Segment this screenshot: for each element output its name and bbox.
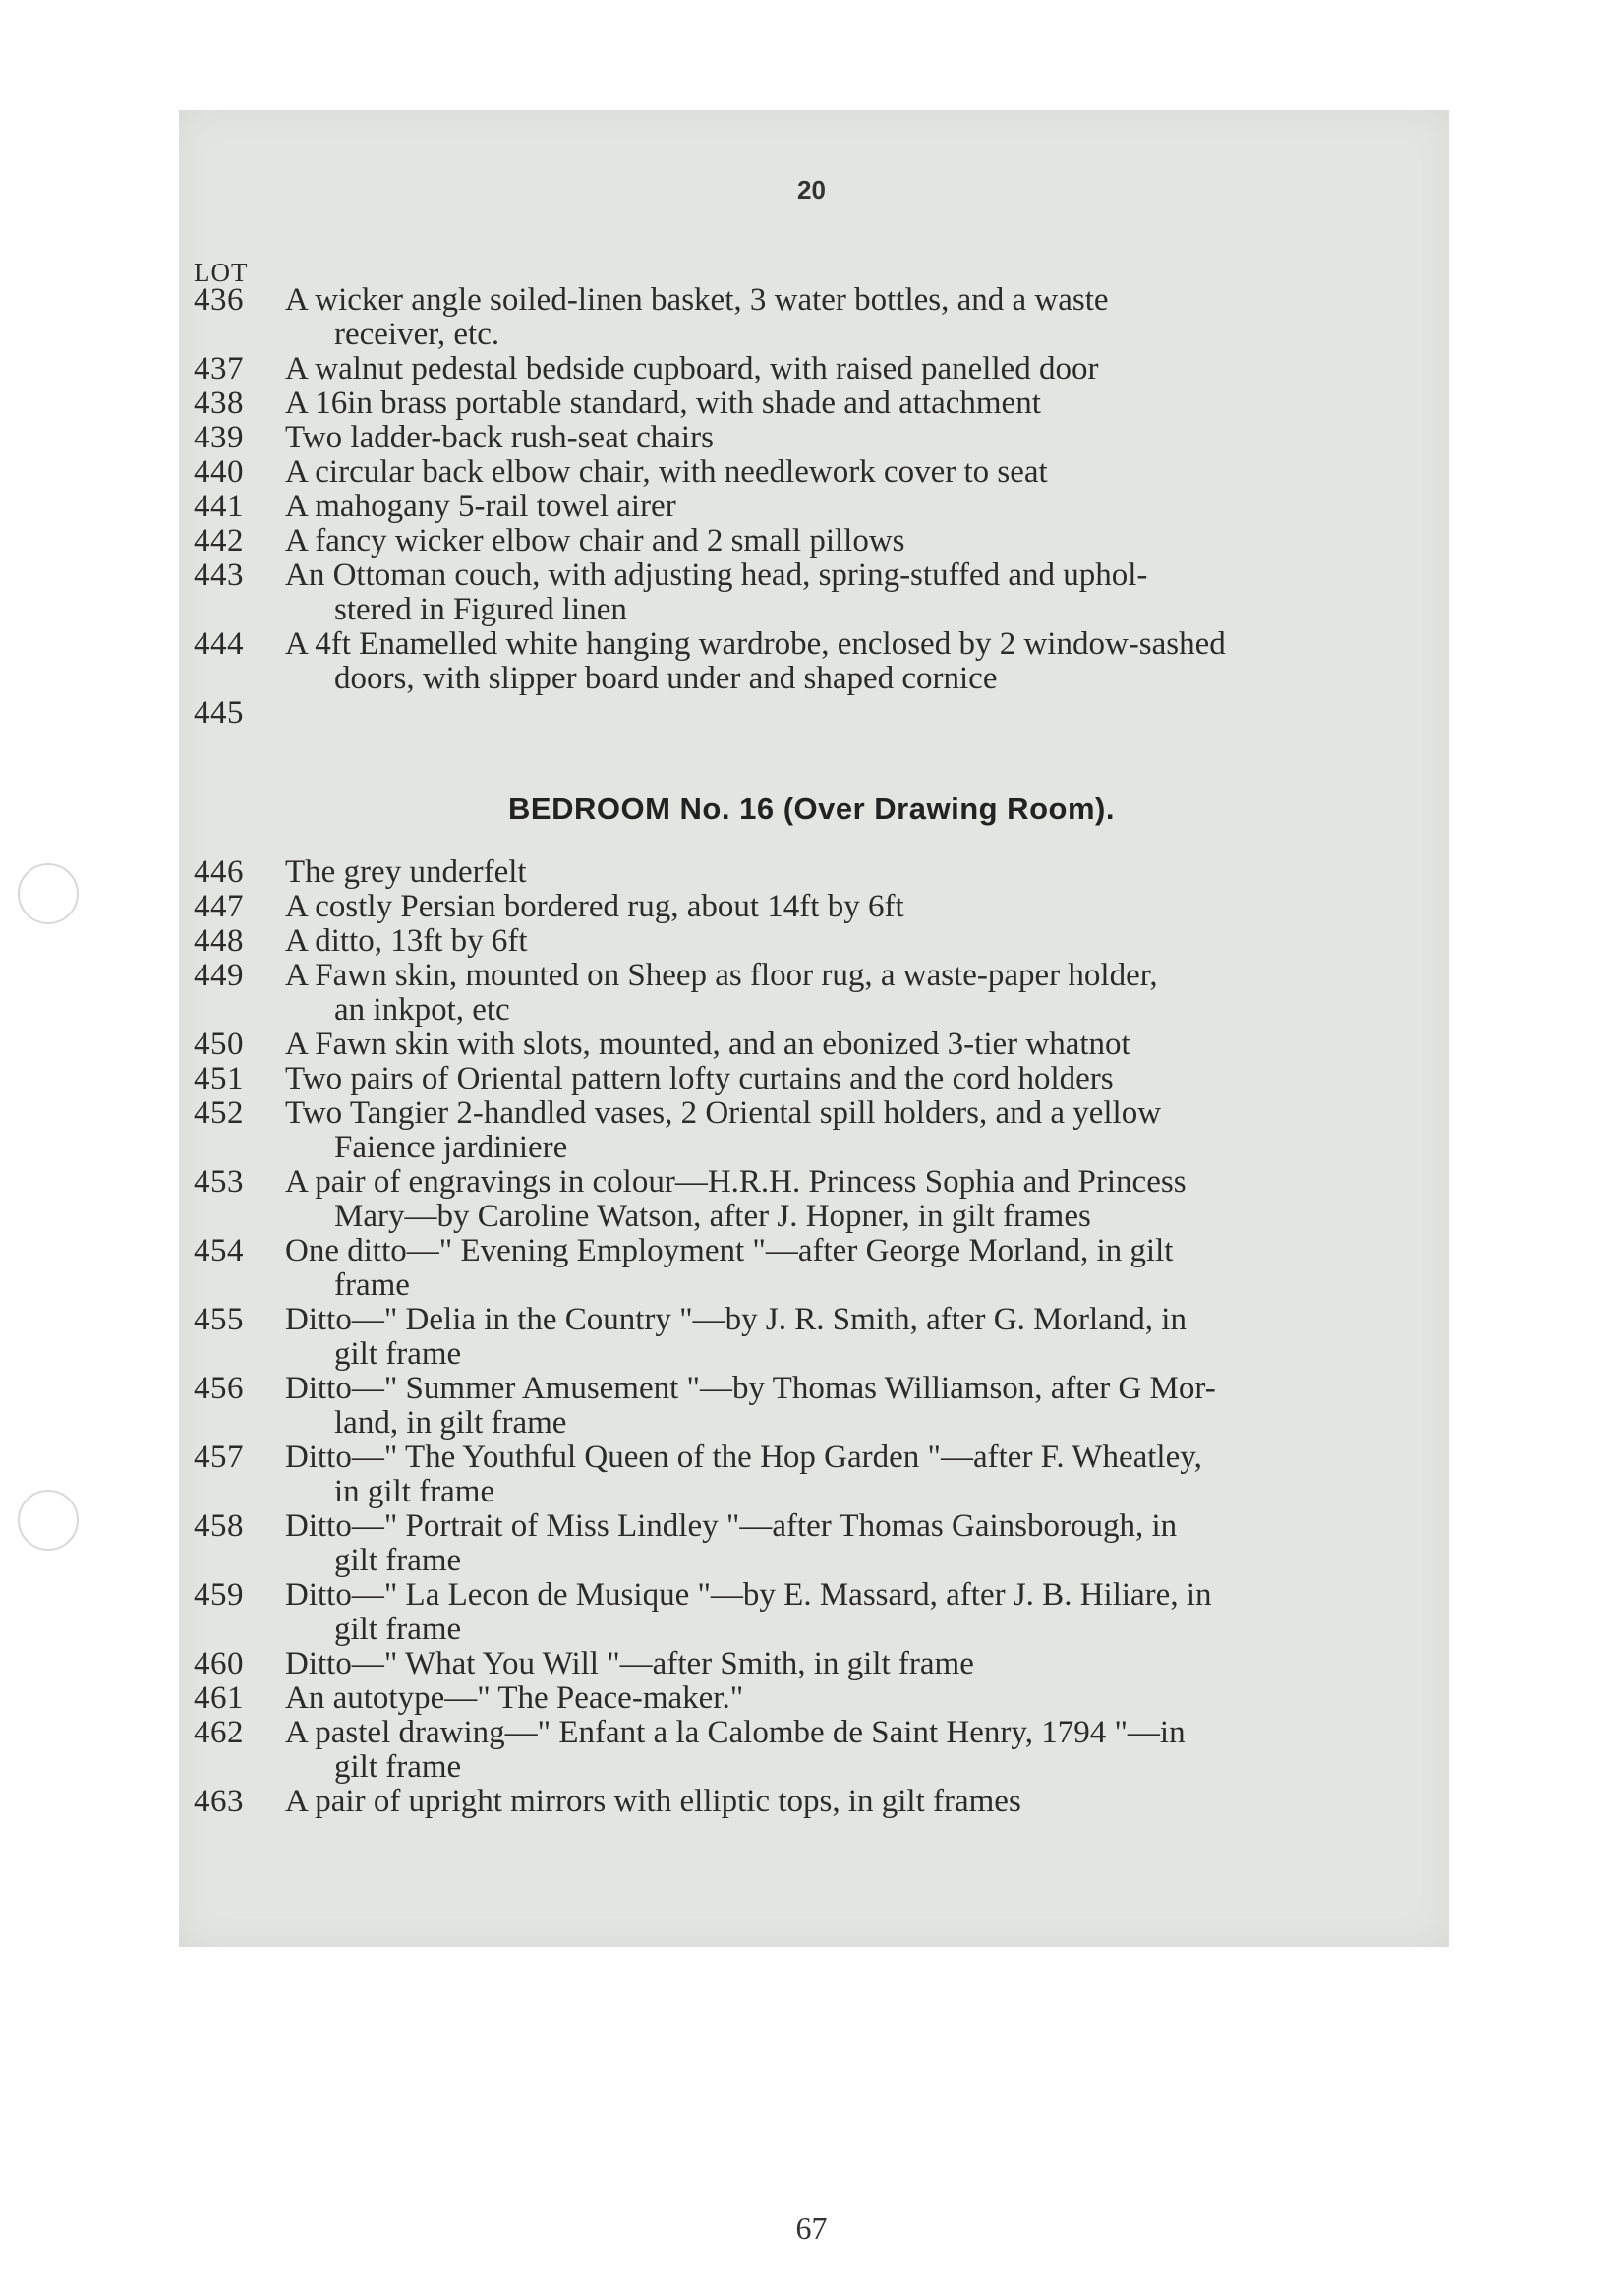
- lot-entry: [194, 1372, 1442, 1441]
- section-heading: BEDROOM No. 16 (Over Drawing Room).: [508, 792, 1115, 826]
- lot-description-line: Ditto—" The Youthful Queen of the Hop Garden "—after F. Wheatley,: [285, 1441, 1202, 1475]
- lot-description: [285, 1372, 1442, 1441]
- lot-number: 440: [194, 454, 244, 490]
- lot-description: [285, 1234, 1442, 1303]
- lot-description: [285, 1785, 1442, 1819]
- lot-description: [285, 524, 1442, 559]
- lot-description: [285, 1303, 1442, 1372]
- lot-entry: [194, 1785, 1442, 1819]
- lot-number: 448: [194, 923, 244, 959]
- lot-description: [285, 352, 1442, 386]
- lot-description-line: Ditto—" What You Will "—after Smith, in gilt frame: [285, 1647, 974, 1681]
- lot-entry: [194, 627, 1442, 696]
- binder-hole-bottom: [18, 1490, 79, 1551]
- lot-number: 455: [194, 1302, 244, 1337]
- lot-entry: [194, 1234, 1442, 1303]
- lot-description: [285, 1716, 1442, 1785]
- lot-number: 456: [194, 1371, 244, 1406]
- lot-entry: [194, 1303, 1442, 1372]
- lot-description: [285, 890, 1442, 924]
- lot-description-line: land, in gilt frame: [334, 1406, 567, 1441]
- lot-description: [285, 1028, 1442, 1062]
- lot-description-line: Ditto—" Portrait of Miss Lindley "—after Thomas Gainsborough, in: [285, 1509, 1178, 1544]
- lot-description-line: Ditto—" Delia in the Country "—by J. R. Smith, after G. Morland, in: [285, 1303, 1187, 1337]
- lot-number: 437: [194, 351, 244, 386]
- lot-description-line: receiver, etc.: [334, 318, 500, 352]
- lot-entry: [194, 283, 1442, 352]
- lot-entry: [194, 559, 1442, 627]
- lot-description-line: A circular back elbow chair, with needlework cover to seat: [285, 455, 1048, 490]
- lot-description-line: A walnut pedestal bedside cupboard, with raised panelled door: [285, 352, 1099, 386]
- lot-description-line: A wicker angle soiled-linen basket, 3 water bottles, and a waste: [285, 283, 1109, 318]
- lot-description: [285, 386, 1442, 421]
- lot-description: [285, 1441, 1442, 1509]
- lot-description: [285, 1578, 1442, 1647]
- catalogue-page-number: 20: [797, 175, 826, 205]
- lot-description-line: gilt frame: [334, 1544, 462, 1578]
- lot-description: [285, 924, 1442, 959]
- lot-description: [285, 1509, 1442, 1578]
- lot-description: [285, 1062, 1442, 1096]
- lot-entry: [194, 1441, 1442, 1509]
- lot-entry: [194, 386, 1442, 421]
- lot-entry: [194, 352, 1442, 386]
- lot-number: 438: [194, 385, 244, 421]
- lot-description-line: gilt frame: [334, 1337, 462, 1372]
- lot-description: [285, 1096, 1442, 1165]
- lot-number: 443: [194, 558, 244, 593]
- lot-description: [285, 855, 1442, 890]
- lot-description-line: A ditto, 13ft by 6ft: [285, 924, 528, 959]
- lot-number: 452: [194, 1095, 244, 1131]
- lot-description-line: The grey underfelt: [285, 855, 527, 890]
- lot-description-line: Faience jardiniere: [334, 1131, 568, 1165]
- lot-number: 453: [194, 1164, 244, 1200]
- lot-entry: [194, 1028, 1442, 1062]
- lot-column-header: LOT: [194, 258, 249, 287]
- lot-entry: [194, 1578, 1442, 1647]
- lot-description-line: in gilt frame: [334, 1475, 495, 1509]
- lot-description: [285, 959, 1442, 1028]
- lot-description-line: A Fawn skin, mounted on Sheep as floor rug, a waste-paper holder,: [285, 959, 1158, 993]
- lot-entry: [194, 1647, 1442, 1681]
- lot-entry: [194, 1716, 1442, 1785]
- lot-number: 461: [194, 1680, 244, 1716]
- lot-number: 450: [194, 1027, 244, 1062]
- lot-description-line: A mahogany 5-rail towel airer: [285, 490, 676, 524]
- lot-number: 460: [194, 1646, 244, 1681]
- lot-number: 447: [194, 889, 244, 924]
- lot-description-line: A 4ft Enamelled white hanging wardrobe, enclosed by 2 window-sashed: [285, 627, 1226, 662]
- lot-description-line: One ditto—" Evening Employment "—after George Morland, in gilt: [285, 1234, 1174, 1268]
- lot-number: 449: [194, 958, 244, 993]
- lot-description: [285, 283, 1442, 352]
- lot-description: [285, 1681, 1442, 1716]
- lot-description-line: Two ladder-back rush-seat chairs: [285, 421, 714, 455]
- lot-entry: [194, 1062, 1442, 1096]
- lot-description: [285, 1165, 1442, 1234]
- lot-description-line: A Fawn skin with slots, mounted, and an ebonized 3-tier whatnot: [285, 1028, 1130, 1062]
- lot-number: 444: [194, 626, 244, 662]
- lot-description-line: Ditto—" La Lecon de Musique "—by E. Massard, after J. B. Hiliare, in: [285, 1578, 1212, 1613]
- lot-number: 458: [194, 1508, 244, 1544]
- lot-number: 451: [194, 1061, 244, 1096]
- lot-description-line: An Ottoman couch, with adjusting head, spring-stuffed and uphol-: [285, 559, 1148, 593]
- lot-description: [285, 559, 1442, 627]
- lot-description: [285, 696, 1442, 731]
- lot-number: 436: [194, 282, 244, 318]
- lot-list-top: [194, 283, 1442, 731]
- lot-number: 457: [194, 1440, 244, 1475]
- lot-description: [285, 490, 1442, 524]
- lot-entry: [194, 1681, 1442, 1716]
- lot-description-line: an inkpot, etc: [334, 993, 510, 1028]
- lot-number: 442: [194, 523, 244, 559]
- lot-description-line: gilt frame: [334, 1613, 462, 1647]
- lot-description-line: stered in Figured linen: [334, 593, 627, 627]
- lot-description: [285, 1647, 1442, 1681]
- lot-list-bedroom-16: [194, 855, 1442, 1819]
- lot-description-line: doors, with slipper board under and shaped cornice: [334, 662, 998, 696]
- lot-description-line: Two pairs of Oriental pattern lofty curtains and the cord holders: [285, 1062, 1114, 1096]
- lot-number: 445: [194, 695, 244, 731]
- lot-number: 446: [194, 854, 244, 890]
- lot-entry: [194, 855, 1442, 890]
- lot-description-line: gilt frame: [334, 1750, 462, 1785]
- lot-description-line: A fancy wicker elbow chair and 2 small pillows: [285, 524, 905, 559]
- lot-entry: [194, 421, 1442, 455]
- lot-number: 454: [194, 1233, 244, 1268]
- lot-entry: [194, 524, 1442, 559]
- lot-entry: [194, 924, 1442, 959]
- lot-entry: [194, 455, 1442, 490]
- lot-number: 462: [194, 1715, 244, 1750]
- lot-number: 439: [194, 420, 244, 455]
- lot-description: [285, 421, 1442, 455]
- lot-description-line: A 16in brass portable standard, with shade and attachment: [285, 386, 1041, 421]
- binder-hole-top: [18, 863, 79, 924]
- lot-number: 441: [194, 489, 244, 524]
- lot-description-line: An autotype—" The Peace-maker.": [285, 1681, 744, 1716]
- lot-entry: [194, 490, 1442, 524]
- lot-description-line: Ditto—" Summer Amusement "—by Thomas Williamson, after G Mor-: [285, 1372, 1216, 1406]
- lot-entry: [194, 696, 1442, 731]
- lot-description-line: frame: [334, 1268, 410, 1303]
- lot-entry: [194, 1509, 1442, 1578]
- lot-description: [285, 627, 1442, 696]
- lot-description: [285, 455, 1442, 490]
- lot-number: 463: [194, 1784, 244, 1819]
- lot-description-line: Two Tangier 2-handled vases, 2 Oriental spill holders, and a yellow: [285, 1096, 1162, 1131]
- lot-number: 459: [194, 1577, 244, 1613]
- lot-description-line: A costly Persian bordered rug, about 14ft by 6ft: [285, 890, 904, 924]
- lot-description-line: A pair of upright mirrors with elliptic tops, in gilt frames: [285, 1785, 1021, 1819]
- lot-description-line: A pair of engravings in colour—H.R.H. Princess Sophia and Princess: [285, 1165, 1187, 1200]
- lot-description-line: Mary—by Caroline Watson, after J. Hopner, in gilt frames: [334, 1200, 1091, 1234]
- lot-entry: [194, 959, 1442, 1028]
- lot-entry: [194, 1096, 1442, 1165]
- lot-entry: [194, 1165, 1442, 1234]
- lot-entry: [194, 890, 1442, 924]
- footer-page-number: 67: [795, 2210, 828, 2246]
- lot-description-line: A pastel drawing—" Enfant a la Calombe de Saint Henry, 1794 "—in: [285, 1716, 1186, 1750]
